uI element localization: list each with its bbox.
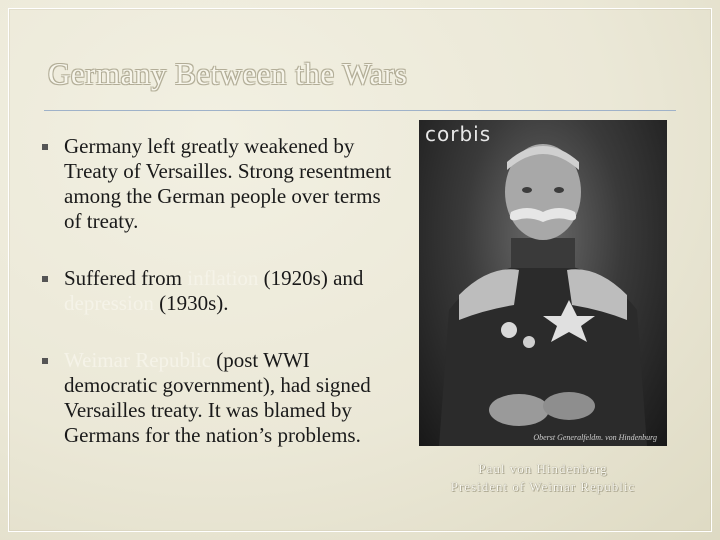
caption-name: Paul von Hindenberg [478,461,608,476]
corbis-watermark: corbis [425,122,492,146]
bullet-marker-icon [42,144,48,150]
portrait-figure-icon [419,120,667,446]
hyperlink-depression[interactable]: depression [64,291,154,315]
photo-signature: Oberst Generalfeldm. von Hindenburg [533,433,657,442]
hyperlink-weimar-republic[interactable]: Weimar Republic [64,348,212,372]
bullet-item [38,134,398,234]
slide-title: Germany Between the Wars [48,56,408,91]
bullet-text: (1920s) and [258,266,364,290]
hindenburg-portrait-photo [419,120,667,446]
title-divider [44,110,676,111]
hyperlink-inflation[interactable]: inflation [187,266,259,290]
bullet-text: (post WWI democratic government), had signed Versailles treaty. It was blamed by Germans for the nation’s problems. [64,348,371,447]
caption-role: President of Weimar Republic [450,479,636,494]
bullet-item [38,348,398,448]
bullet-marker-icon [42,358,48,364]
bullet-marker-icon [42,276,48,282]
bullet-list [38,134,398,480]
bullet-text: (1930s). [153,291,229,315]
bullet-text: Germany left greatly weakened by Treaty of Versailles. Strong resentment among the German people over terms of treaty. [64,134,392,233]
bullet-text: Suffered from [64,266,188,290]
bullet-item [38,266,398,316]
photo-caption [410,460,676,496]
